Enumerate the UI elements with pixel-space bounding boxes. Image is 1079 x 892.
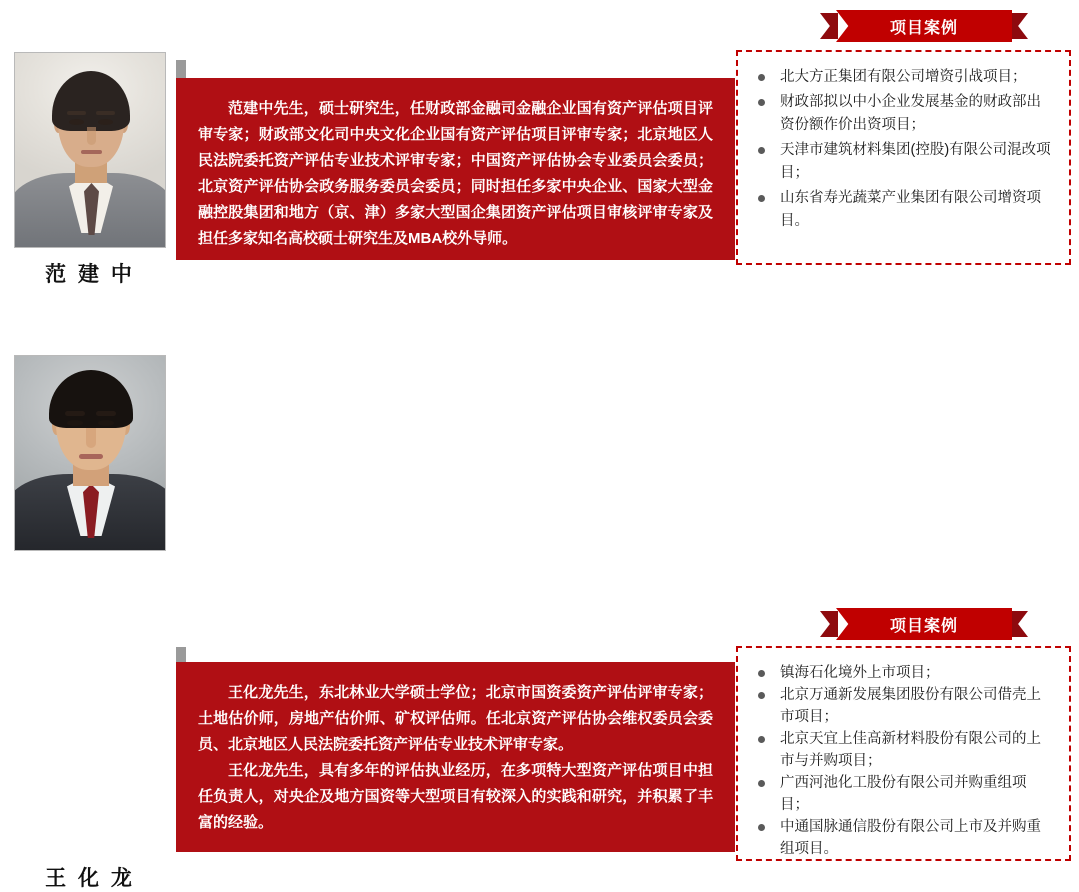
eye-right-shape (98, 119, 113, 125)
case-text: 北京天宜上佳高新材料股份有限公司的上市与并购项目； (780, 731, 1041, 769)
banner-label: 项目案例 (889, 617, 958, 635)
case-text: 镇海石化境外上市项目； (780, 665, 940, 681)
nose-shape (86, 428, 96, 448)
bullet-icon (758, 74, 765, 81)
eye-left-shape (69, 119, 84, 125)
case-box-2 (736, 646, 1071, 861)
profile-name-1: 范 建 中 (45, 263, 135, 286)
bio-paragraph: 范建中先生，硕士研究生，任财政部金融司金融企业国有资产评估项目评审专家；财政部文化司中央文化企业国有资产评估项目评审专家；北京地区人民法院委托资产评估专业技术评审专家；中国资产评估协会专业委员会委员；北京资产评估协会政务服务委员会委员；同时担任多家中央企业、国家大型金融控股集团和地方（京、津）多家大型国企集团资产评估项目审核评审专家及担任多家知名高校硕士研究生及MBA校外导师。 (198, 100, 713, 247)
nose-shape (87, 127, 96, 145)
eye-right-shape (98, 420, 114, 426)
banner-tail-left (820, 611, 838, 637)
banner-label: 项目案例 (889, 19, 958, 37)
bullet-icon (758, 780, 765, 787)
bio-paragraph: 王化龙先生，具有多年的评估执业经历，在多项特大型资产评估项目中担任负责人，对央企及地方国资等大型项目有较深入的实践和研究，并积累了丰富的经验。 (198, 762, 713, 831)
list-item (752, 728, 1053, 772)
case-text: 山东省寿光蔬菜产业集团有限公司增资项目。 (780, 190, 1041, 229)
hair-shape (49, 370, 133, 428)
bullet-icon (758, 147, 765, 154)
case-text: 北大方正集团有限公司增资引战项目； (780, 69, 1027, 85)
bullet-icon (758, 824, 765, 831)
banner-tail-right (1010, 13, 1028, 39)
list-item (752, 662, 1053, 684)
case-text: 中通国脉通信股份有限公司上市及并购重组项目。 (780, 819, 1041, 857)
bio-block-1 (176, 78, 735, 260)
mouth-shape (79, 454, 103, 459)
case-banner-2 (836, 608, 1012, 640)
bullet-icon (758, 670, 765, 677)
eye-left-shape (67, 420, 83, 426)
portrait-photo-image-1 (15, 53, 165, 247)
bio-paragraph: 王化龙先生，东北林业大学硕士学位；北京市国资委资产评估评审专家；土地估价师，房地产估价师、矿权评估师。任北京资产评估协会维权委员会委员、北京地区人民法院委托资产评估专业技术评审专家。 (198, 684, 713, 753)
eyebrow-left-shape (65, 411, 85, 416)
eyebrow-left-shape (67, 111, 86, 115)
portrait-photo-2 (14, 355, 166, 551)
list-item (752, 66, 1053, 89)
list-item (752, 772, 1053, 816)
banner-tail-right (1010, 611, 1028, 637)
list-item (752, 684, 1053, 728)
eyebrow-right-shape (96, 111, 115, 115)
portrait-photo-1 (14, 52, 166, 248)
bullet-icon (758, 99, 765, 106)
bio-block-2 (176, 662, 735, 852)
case-text: 广西河池化工股份有限公司并购重组项目； (780, 775, 1027, 813)
case-banner-1 (836, 10, 1012, 42)
case-text: 财政部拟以中小企业发展基金的财政部出资份额作价出资项目； (780, 94, 1041, 133)
portrait-photo-image-2 (15, 356, 165, 550)
bullet-icon (758, 692, 765, 699)
case-box-1 (736, 50, 1071, 265)
eyebrow-right-shape (96, 411, 116, 416)
profile-name-2: 王 化 龙 (45, 867, 135, 890)
banner-tail-left (820, 13, 838, 39)
list-item (752, 816, 1053, 860)
case-list-2 (752, 662, 1053, 860)
portrait-illustration (15, 356, 165, 550)
list-item (752, 187, 1053, 233)
portrait-illustration (15, 53, 165, 247)
bullet-icon (758, 195, 765, 202)
list-item (752, 139, 1053, 185)
hair-shape (52, 71, 130, 131)
case-text: 北京万通新发展集团股份有限公司借壳上市项目； (780, 687, 1041, 725)
mouth-shape (81, 150, 102, 154)
case-list-1 (752, 66, 1053, 233)
bullet-icon (758, 736, 765, 743)
case-text: 天津市建筑材料集团(控股)有限公司混改项目； (780, 142, 1051, 181)
list-item (752, 91, 1053, 137)
